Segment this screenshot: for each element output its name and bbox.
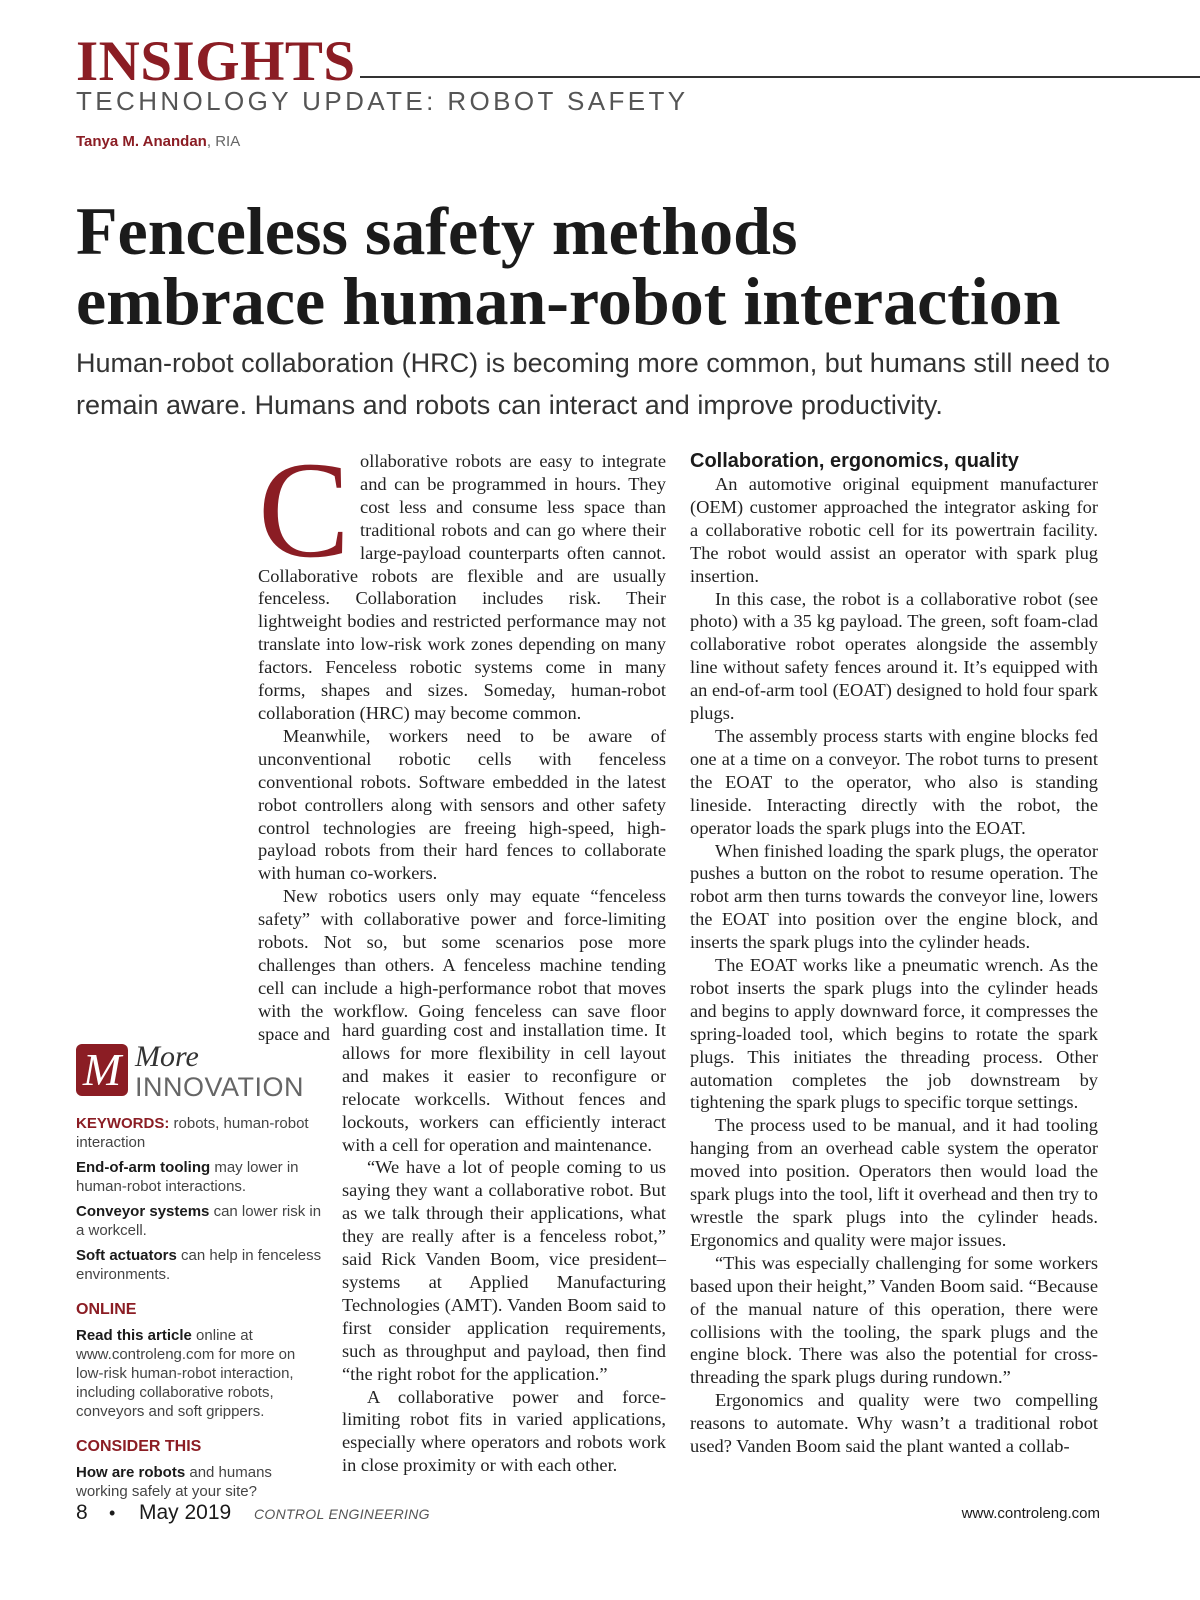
online-heading: ONLINE [76,1301,137,1318]
section-subtitle: TECHNOLOGY UPDATE: ROBOT SAFETY [76,86,689,116]
keywords-text: robots, human-robot interaction [76,1115,309,1151]
paragraph: The assembly process starts with engine blocks fed one at a time on a conveyor. The robot turns to present the EOAT to the operator, who also is standing lineside. Interacting directly with the robot, the operator loads the spark plugs into the EOAT. [690,725,1098,838]
more-innovation-logo [76,1040,326,1102]
article-deck: Human-robot collaboration (HRC) is becoming more common, but humans still need to remain aware. Humans and robots can interact and improve productivity. [76,348,1110,420]
page-number: 8 [76,1501,88,1524]
header-rule [360,76,1200,78]
keywords-label: KEYWORDS: [76,1115,170,1132]
issue-date: May 2019 [139,1501,232,1524]
consider-heading: CONSIDER THIS [76,1438,202,1455]
paragraph: “This was especially challenging for some workers based upon their height,” Vanden Boom said. “Because of the manual nature of this operation, there were collisions with the tooling, the spark plugs and the engine block. There was also the potential for cross-threading the spark plugs during rundown.” [690,1252,1098,1388]
page-footer [76,1500,1100,1526]
paragraph: Meanwhile, workers need to be aware of unconventional robotic cells with fenceless conventional robots. Software embedded in the latest robot controllers along with sensors and other safety control technologies are freeing high-speed, high-payload robots from their hard fences to collaborate with human co-workers. [258,725,666,884]
sidebar-item-bold: End-of-arm tooling [76,1159,211,1176]
m-logo-letter: M [82,1044,122,1095]
m-logo-icon [76,1044,128,1096]
paragraph-text: ollaborative robots are easy to integrate and can be programmed in hours. They cost less and consume less space than traditional robots and can go where their large-payload counterparts often cannot. Collaborative robots are flexible and are usually fenceless. Collaboration includes risk. Their lightweight bodies and restricted performance may not translate into low-risk work zones depending on many factors. Fenceless robotic systems come in many forms, shapes and sizes. Someday, human-robot collaboration (HRC) may become common. [258,451,666,723]
sidebar-item [76,1246,326,1284]
paragraph: The process used to be manual, and it had tooling hanging from an overhead cable system the operator moved into position. Operators then would load the spark plugs into the tool, lift it overhead and then try to wrestle the spark plugs into the cylinder heads. Ergonomics and quality were major issues. [690,1115,1098,1250]
consider-text: and humans working safely at your site? [76,1464,272,1500]
author-organization: , RIA [206,133,241,150]
sidebar-item [76,1202,326,1240]
headline-line-1: Fenceless safety methods [76,193,798,269]
sidebar-item-text: can lower risk in a workcell. [76,1203,322,1239]
subheading: Collaboration, ergonomics, quality [690,450,1019,472]
body-column-2 [690,450,1098,1458]
paragraph: Ergonomics and quality were two compelling reasons to automate. Why wasn’t a traditional robot used? Vanden Boom said the plant wanted a collab- [690,1390,1098,1457]
byline [76,132,240,152]
paragraph: In this case, the robot is a collaborative robot (see photo) with a 35 kg payload. The green, soft foam-clad collaborative robot operates alongside the assembly line without safety fences around it. It’s equipped with an end-of-arm tool (EOAT) designed to hold four spark plugs. [690,588,1098,724]
body-column-1-upper [258,433,666,1046]
consider-block [76,1463,326,1501]
paragraph: When finished loading the spark plugs, the operator pushes a button on the robot to resume operation. The robot arm then turns towards the conveyor line, lowers the EOAT into position over the engine block, and inserts the spark plugs into the cylinder heads. [690,840,1098,953]
more-innovation-sidebar [76,1040,326,1501]
article-headline [76,193,1176,339]
consider-bold: How are robots [76,1464,186,1481]
paragraph: New robotics users only may equate “fenceless safety” with collaborative power and force-limiting robots. Not so, but some scenarios pose more challenges than others. A fenceless machine tending cell can include a high-performance robot that moves with the workflow. Going fenceless can save floor space and [258,886,666,1044]
sidebar-item-bold: Conveyor systems [76,1203,210,1220]
section-title: INSIGHTS [76,30,356,93]
online-bold: Read this article [76,1327,192,1344]
sidebar-item [76,1158,326,1196]
paragraph: The EOAT works like a pneumatic wrench. As the robot inserts the spark plugs into the cylinder heads and begins to apply downward force, it compresses the spring-loaded tool, which begins to rotate the spark plugs. This initiates the threading process. Other automation completes the job downstream by tightening the spark plugs to specific torque settings. [690,955,1098,1113]
paragraph: An automotive original equipment manufacturer (OEM) customer approached the integrator asking for a collaborative robotic cell for its powertrain facility. The robot would assist an operator with spark plug insertion. [690,474,1098,586]
keywords-block [76,1114,326,1152]
footer-url[interactable]: www.controleng.com [961,1505,1100,1522]
magazine-name: CONTROL ENGINEERING [254,1506,430,1522]
footer-bullet: • [109,1503,116,1523]
sidebar-item-text: can help in fenceless environments. [76,1247,322,1283]
paragraph: “We have a lot of people coming to us saying they want a collaborative robot. But as we talk through their applications, what they are really after is a fenceless robot,” said Rick Vanden Boom, vice president–systems at Applied Manufacturing Technologies (AMT). Vanden Boom said to first consider application requirements, such as throughput and payload, then find “the right robot for the application.” [342,1157,666,1384]
author-name: Tanya M. Anandan [76,133,207,150]
paragraph [258,433,666,725]
online-block [76,1326,326,1421]
paragraph: A collaborative power and force-limiting robot fits in varied applications, especially where operators and robots work in close proximity or with each other. [342,1386,666,1476]
online-text: online at www.controleng.com for more on low-risk human-robot interaction, including collaborative robots, conveyors and soft grippers. [76,1327,296,1420]
paragraph: hard guarding cost and installation time. It allows for more flexibility in cell layout and makes it easier to reconfigure or relocate workcells. Without fences and lockouts, workers can efficiently interact with a cell for operation and maintenance. [342,1020,666,1155]
logo-more-text: More [135,1040,199,1073]
sidebar-item-bold: Soft actuators [76,1247,177,1264]
sidebar-item-text: may lower in human-robot interactions. [76,1159,299,1195]
drop-cap: C [258,433,351,586]
headline-line-2: embrace human-robot interaction [76,263,1061,339]
body-column-1-lower [342,1019,666,1477]
logo-innovation-text: INNOVATION [135,1072,305,1102]
